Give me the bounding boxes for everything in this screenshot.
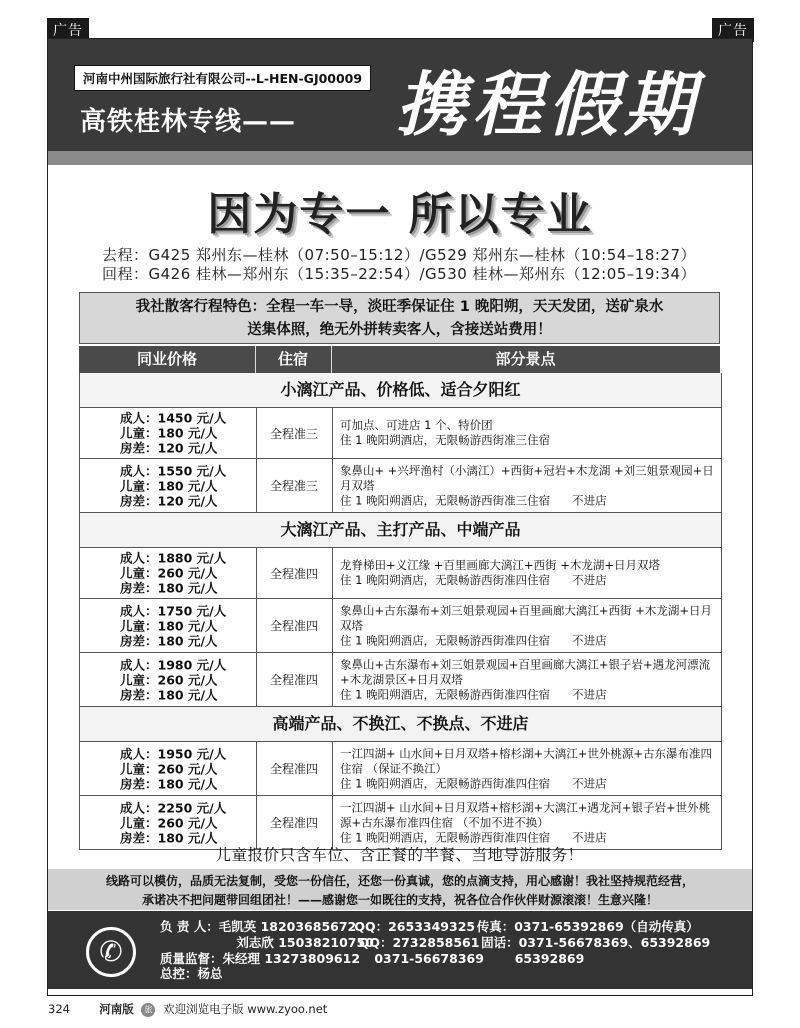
single-supplement: 房差：120 元/人	[120, 440, 218, 456]
child-price: 儿童：260 元/人	[120, 761, 218, 776]
website-link[interactable]: 欢迎浏览电子版 www.zyoo.net	[163, 1002, 328, 1016]
table-row	[80, 742, 721, 796]
stay-text: 住 1 晚阳朔酒店，无限畅游西街准四住宿	[340, 633, 551, 647]
no-shop-note: 不进店	[572, 493, 607, 507]
single-supplement: 房差：180 元/人	[120, 830, 218, 845]
edition-label: 河南版	[99, 1002, 134, 1016]
promise-box	[48, 869, 752, 910]
sights-text: 龙脊梯田+义江缘 +百里画廊大漓江+西街 +木龙湖+日月双塔	[340, 558, 660, 572]
section-title: 高端产品、不换江、不换点、不进店	[80, 707, 721, 742]
quality-tel-2: 65392869	[514, 951, 585, 966]
stay-text: 住 1 晚阳朔酒店，无限畅游西街准三住宿	[340, 433, 551, 447]
return-route: 回程：G426 桂林—郑州东（15:35–22:54）/G530 桂林—郑州东（12:05–19:34）	[102, 265, 697, 283]
child-price: 儿童：260 元/人	[120, 565, 218, 581]
adult-price: 成人：1980 元/人	[120, 657, 227, 672]
publisher-logo-icon: 旅	[141, 1003, 155, 1017]
manager2-contact: 刘志欣 15038210750	[236, 935, 374, 950]
single-supplement: 房差：120 元/人	[120, 493, 218, 508]
manager-contact: 负 责 人：毛凯英 18203685672	[160, 919, 357, 934]
single-supplement: 房差：180 元/人	[120, 633, 218, 648]
section-title: 大漓江产品、主打产品、中端产品	[80, 513, 721, 548]
contact-panel	[48, 911, 752, 989]
adult-price: 成人：1950 元/人	[120, 746, 227, 761]
no-shop-note: 不进店	[572, 830, 607, 844]
hotel-level: 全程准三	[256, 408, 333, 458]
hotel-level: 全程准三	[256, 459, 333, 512]
sights-text: 一江四湖+ 山水间+日月双塔+榕杉湖+大漓江+世外桃源+古东瀑布准四住宿 （保证不换江）	[340, 746, 712, 775]
child-price: 儿童：260 元/人	[120, 815, 218, 830]
header-price: 同业价格	[79, 346, 256, 373]
sights-text: 一江四湖+ 山水间+日月双塔+榕杉湖+大漓江+遇龙河+银子岩+世外桃源+古东瀑布准四住宿 （不加不进不换）	[340, 800, 711, 829]
manager-qq: QQ：2653349325	[354, 919, 476, 934]
phone-icon: ✆	[86, 927, 136, 977]
sights-text: 象鼻山+ +兴坪渔村（小漓江）+西街+冠岩+木龙湖 +刘三姐景观园+日月双塔	[340, 463, 714, 492]
promise-line-2: 承诺决不把问题带回组团社！——感谢您一如既往的支持，祝各位合作伙伴财源滚滚！生意兴隆！	[141, 893, 658, 907]
promise-line-1: 线路可以模仿，品质无法复制，受您一份信任，还您一份真诚，您的点滴支持，用心感谢！我社坚持规范经营，	[105, 874, 694, 888]
features-line-1: 我社散客行程特色：全程一车一导，淡旺季保证住 1 晚阳朔，天天发团，送矿泉水	[135, 299, 664, 315]
child-price: 儿童：180 元/人	[120, 478, 218, 493]
quality-tel: 0371-56678369	[374, 951, 484, 966]
table-row	[80, 408, 721, 459]
child-price: 儿童：260 元/人	[120, 672, 218, 687]
quality-supervisor: 质量监督：朱经理 13273809612	[160, 951, 361, 966]
hotel-level: 全程准四	[256, 548, 333, 598]
page-number: 324	[48, 1002, 70, 1016]
ad-label-left: 广告	[47, 18, 89, 42]
stay-text: 住 1 晚阳朔酒店，无限畅游西街准四住宿	[340, 776, 551, 790]
header-stripe	[48, 151, 752, 165]
single-supplement: 房差：180 元/人	[120, 580, 218, 596]
adult-price: 成人：1750 元/人	[120, 603, 227, 618]
stay-text: 住 1 晚阳朔酒店，无限畅游西街准四住宿	[340, 830, 551, 844]
page-footer	[48, 1001, 327, 1017]
motto: 因为专一 所以专业	[207, 189, 593, 240]
general-manager: 总控：杨总	[160, 966, 223, 981]
hotel-level: 全程准四	[256, 742, 333, 795]
stay-text: 住 1 晚阳朔酒店，无限畅游西街准四住宿	[340, 687, 551, 701]
header-banner	[48, 39, 752, 151]
single-supplement: 房差：180 元/人	[120, 776, 218, 791]
no-shop-note: 不进店	[572, 633, 607, 647]
brand-title: 携程假期	[396, 63, 700, 146]
adult-price: 成人：2250 元/人	[120, 800, 227, 815]
adult-price: 成人：1880 元/人	[120, 550, 227, 566]
adult-price: 成人：1550 元/人	[120, 463, 227, 478]
hotel-level: 全程准四	[256, 599, 333, 652]
table-row	[80, 548, 721, 599]
child-price: 儿童：180 元/人	[120, 425, 218, 441]
table-row	[80, 653, 721, 707]
table-row	[80, 796, 721, 850]
price-table	[79, 373, 722, 850]
ad-label-right: 广告	[712, 18, 754, 42]
stay-text: 住 1 晚阳朔酒店，无限畅游西街准四住宿	[340, 573, 551, 587]
section-title: 小漓江产品、价格低、适合夕阳红	[80, 373, 721, 408]
header-hotel: 住宿	[255, 346, 332, 373]
sights-text: 象鼻山+古东瀑布+刘三姐景观园+百里画廊大漓江+银子岩+遇龙河漂流+木龙湖景区+日月双塔	[340, 657, 711, 686]
landline-number: 固话：0371-56678369、65392869	[481, 935, 711, 950]
table-row	[80, 459, 721, 513]
features-line-2: 送集体照，绝无外拼转卖客人，含接送站费用！	[247, 322, 552, 338]
fax-number: 传真：0371-65392869（自动传真）	[476, 919, 699, 934]
single-supplement: 房差：180 元/人	[120, 687, 218, 702]
child-price: 儿童：180 元/人	[120, 618, 218, 633]
agency-name: 河南中州国际旅行社有限公司--L-HEN-GJ00009	[74, 65, 371, 91]
manager2-qq: QQ：2732858561	[358, 935, 480, 950]
hotel-level: 全程准四	[256, 796, 333, 849]
sights-text: 可加点、可进店 1 个、特价团	[340, 418, 493, 432]
route-line-title: 高铁桂林专线——	[80, 107, 297, 137]
sights-text: 象鼻山+古东瀑布+刘三姐景观园+百里画廊大漓江+西街 +木龙湖+日月双塔	[340, 603, 712, 632]
outbound-route: 去程：G425 郑州东—桂林（07:50–15:12）/G529 郑州东—桂林（10:54–18:27）	[102, 246, 697, 264]
table-header	[79, 346, 720, 373]
stay-text: 住 1 晚阳朔酒店，无限畅游西街准三住宿	[340, 493, 551, 507]
no-shop-note: 不进店	[572, 573, 607, 587]
features-box	[79, 292, 720, 344]
header-sights: 部分景点	[495, 350, 556, 368]
hotel-level: 全程准四	[256, 653, 333, 706]
adult-price: 成人：1450 元/人	[120, 410, 227, 426]
no-shop-note: 不进店	[572, 776, 607, 790]
child-price-note: 儿童报价只含车位、含正餐的半餐、当地导游服务！	[215, 846, 584, 864]
no-shop-note: 不进店	[572, 687, 607, 701]
table-row	[80, 599, 721, 653]
